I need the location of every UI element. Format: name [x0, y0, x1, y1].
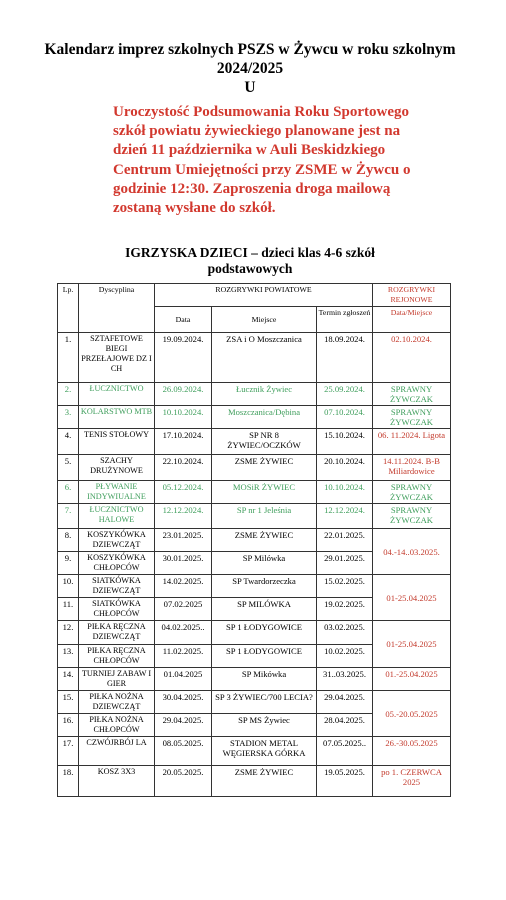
- row-place: SP NR 8 ŻYWIEC/OCZKÓW: [212, 429, 317, 455]
- row-deadline: 10.02.2025.: [317, 645, 373, 668]
- row-deadline: 12.12.2024.: [317, 504, 373, 529]
- row-deadline: 15.10.2024.: [317, 429, 373, 455]
- row-lp: 7.: [58, 504, 79, 529]
- row-discipline: SZTAFETOWE BIEGI PRZEŁAJOWE DZ I CH: [79, 333, 155, 383]
- row-place: SP 1 ŁODYGOWICE: [212, 645, 317, 668]
- table-row: [58, 575, 451, 598]
- schedule-body: [58, 333, 451, 797]
- row-date: 07.02.2025: [155, 598, 212, 621]
- row-date: 01.04.2025: [155, 668, 212, 691]
- row-place: ZSME ŻYWIEC: [212, 455, 317, 481]
- row-discipline: KOSZYKÓWKA CHŁOPCÓW: [79, 552, 155, 575]
- row-date: 19.09.2024.: [155, 333, 212, 383]
- row-discipline: SZACHY DRUŻYNOWE: [79, 455, 155, 481]
- table-row: [58, 691, 451, 714]
- row-deadline: 29.01.2025.: [317, 552, 373, 575]
- table-row: [58, 406, 451, 429]
- row-deadline: 07.05.2025..: [317, 737, 373, 766]
- document-title-letter: U: [244, 79, 256, 96]
- header-place: Miejsce: [212, 307, 317, 333]
- row-place: SP MS Żywiec: [212, 714, 317, 737]
- ceremony-announcement: Uroczystość Podsumowania Roku Sportowego szkół powiatu żywieckiego planowane jest na dzień 11 października w Auli Beskidzkiego Centrum Umiejętności przy ZSME w Żywcu o godzinie 12:30. Zaproszenia droga mailową zostaną wysłane do szkół.: [113, 104, 411, 217]
- header-lp: Lp.: [58, 284, 79, 333]
- row-discipline: CZWÓJRBÓJ LA: [79, 737, 155, 766]
- table-row: [58, 455, 451, 481]
- row-regional: SPRAWNY ŻYWCZAK: [373, 406, 451, 429]
- row-lp: 14.: [58, 668, 79, 691]
- table-row: [58, 504, 451, 529]
- row-discipline: ŁUCZNICTWO: [79, 383, 155, 406]
- row-date: 30.04.2025.: [155, 691, 212, 714]
- row-lp: 13.: [58, 645, 79, 668]
- row-place: MOSiR ŻYWIEC: [212, 481, 317, 504]
- row-regional: 01.-25.04.2025: [373, 668, 451, 691]
- row-regional: SPRAWNY ŻYWCZAK: [373, 481, 451, 504]
- row-date: 29.04.2025.: [155, 714, 212, 737]
- row-lp: 9.: [58, 552, 79, 575]
- document-title-text: Kalendarz imprez szkolnych PSZS w Żywcu w roku szkolnym 2024/2025: [44, 41, 456, 77]
- row-lp: 4.: [58, 429, 79, 455]
- row-date: 08.05.2025.: [155, 737, 212, 766]
- row-regional: 26.-30.05.2025: [373, 737, 451, 766]
- row-place: SP 3 ŻYWIEC/700 LECIA?: [212, 691, 317, 714]
- header-discipline: Dyscyplina: [79, 284, 155, 333]
- row-deadline: 31..03.2025.: [317, 668, 373, 691]
- row-lp: 1.: [58, 333, 79, 383]
- row-deadline: 18.09.2024.: [317, 333, 373, 383]
- row-date: 14.02.2025.: [155, 575, 212, 598]
- row-regional: 06. 11.2024. Ligota: [373, 429, 451, 455]
- row-place: ZSA i O Moszczanica: [212, 333, 317, 383]
- row-deadline: 28.04.2025.: [317, 714, 373, 737]
- row-date: 05.12.2024.: [155, 481, 212, 504]
- row-lp: 3.: [58, 406, 79, 429]
- row-discipline: KOSZ 3X3: [79, 766, 155, 797]
- row-place: STADION METAL WĘGIERSKA GÓRKA: [212, 737, 317, 766]
- header-regional: ROZGRYWKI REJONOWE: [373, 284, 451, 307]
- row-date: 17.10.2024.: [155, 429, 212, 455]
- row-deadline: 20.10.2024.: [317, 455, 373, 481]
- table-row: [58, 737, 451, 766]
- row-lp: 18.: [58, 766, 79, 797]
- row-regional: SPRAWNY ŻYWCZAK: [373, 383, 451, 406]
- row-discipline: TURNIEJ ZABAW I GIER: [79, 668, 155, 691]
- row-discipline: TENIS STOŁOWY: [79, 429, 155, 455]
- row-deadline: 22.01.2025.: [317, 529, 373, 552]
- table-row: [58, 766, 451, 797]
- row-discipline: SIATKÓWKA CHŁOPCÓW: [79, 598, 155, 621]
- row-discipline: PIŁKA NOŻNA CHŁOPCÓW: [79, 714, 155, 737]
- row-deadline: 25.09.2024.: [317, 383, 373, 406]
- row-lp: 16.: [58, 714, 79, 737]
- row-deadline: 07.10.2024.: [317, 406, 373, 429]
- row-date: 30.01.2025.: [155, 552, 212, 575]
- row-lp: 12.: [58, 621, 79, 645]
- row-lp: 2.: [58, 383, 79, 406]
- row-place: ZSME ŻYWIEC: [212, 529, 317, 552]
- row-regional: 01-25.04.2025: [373, 621, 451, 668]
- row-deadline: 03.02.2025.: [317, 621, 373, 645]
- header-regional-sub: Data/Miejsce: [373, 307, 451, 333]
- table-row: [58, 481, 451, 504]
- row-lp: 5.: [58, 455, 79, 481]
- schedule-table: [57, 283, 451, 797]
- row-date: 10.10.2024.: [155, 406, 212, 429]
- row-place: Moszczanica/Dębina: [212, 406, 317, 429]
- row-place: ZSME ŻYWIEC: [212, 766, 317, 797]
- table-row: [58, 429, 451, 455]
- table-header-row: [58, 284, 451, 307]
- table-row: [58, 529, 451, 552]
- row-deadline: 10.10.2024.: [317, 481, 373, 504]
- row-date: 23.01.2025.: [155, 529, 212, 552]
- row-discipline: PIŁKA RĘCZNA CHŁOPCÓW: [79, 645, 155, 668]
- row-regional: po 1. CZERWCA 2025: [373, 766, 451, 797]
- row-regional: 02.10.2024.: [373, 333, 451, 383]
- table-row: [58, 668, 451, 691]
- row-date: 12.12.2024.: [155, 504, 212, 529]
- row-lp: 6.: [58, 481, 79, 504]
- row-discipline: SIATKÓWKA DZIEWCZĄT: [79, 575, 155, 598]
- row-date: 22.10.2024.: [155, 455, 212, 481]
- row-lp: 8.: [58, 529, 79, 552]
- row-place: SP Twardorzeczka: [212, 575, 317, 598]
- row-regional: 14.11.2024. B-B Miliardowice: [373, 455, 451, 481]
- row-regional: 04.-14..03.2025.: [373, 529, 451, 575]
- row-date: 11.02.2025.: [155, 645, 212, 668]
- row-place: SP 1 ŁODYGOWICE: [212, 621, 317, 645]
- row-lp: 15.: [58, 691, 79, 714]
- row-discipline: KOSZYKÓWKA DZIEWCZĄT: [79, 529, 155, 552]
- row-regional: SPRAWNY ŻYWCZAK: [373, 504, 451, 529]
- row-lp: 11.: [58, 598, 79, 621]
- row-place: SP Mikówka: [212, 668, 317, 691]
- header-date: Data: [155, 307, 212, 333]
- row-place: SP Milówka: [212, 552, 317, 575]
- row-place: Łucznik Żywiec: [212, 383, 317, 406]
- row-deadline: 19.02.2025.: [317, 598, 373, 621]
- row-discipline: PIŁKA NOŻNA DZIEWCZĄT: [79, 691, 155, 714]
- row-date: 26.09.2024.: [155, 383, 212, 406]
- row-place: SP MILÓWKA: [212, 598, 317, 621]
- row-date: 20.05.2025.: [155, 766, 212, 797]
- row-deadline: 29.04.2025.: [317, 691, 373, 714]
- row-discipline: ŁUCZNICTWO HALOWE: [79, 504, 155, 529]
- document-title: [40, 40, 460, 97]
- row-lp: 17.: [58, 737, 79, 766]
- row-discipline: KOLARSTWO MTB: [79, 406, 155, 429]
- row-regional: 05.-20.05.2025: [373, 691, 451, 737]
- table-row: [58, 333, 451, 383]
- row-regional: 01-25.04.2025: [373, 575, 451, 621]
- row-date: 04.02.2025..: [155, 621, 212, 645]
- header-county: ROZGRYWKI POWIATOWE: [155, 284, 373, 307]
- row-place: SP nr 1 Jeleśnia: [212, 504, 317, 529]
- header-deadline: Termin zgłoszeń: [317, 307, 373, 333]
- row-deadline: 19.05.2025.: [317, 766, 373, 797]
- row-lp: 10.: [58, 575, 79, 598]
- row-deadline: 15.02.2025.: [317, 575, 373, 598]
- table-row: [58, 383, 451, 406]
- row-discipline: PŁYWANIE INDYWIUALNE: [79, 481, 155, 504]
- table-row: [58, 621, 451, 645]
- section-title: IGRZYSKA DZIECI – dzieci klas 4-6 szkół podstawowych: [125, 245, 375, 276]
- row-discipline: PIŁKA RĘCZNA DZIEWCZĄT: [79, 621, 155, 645]
